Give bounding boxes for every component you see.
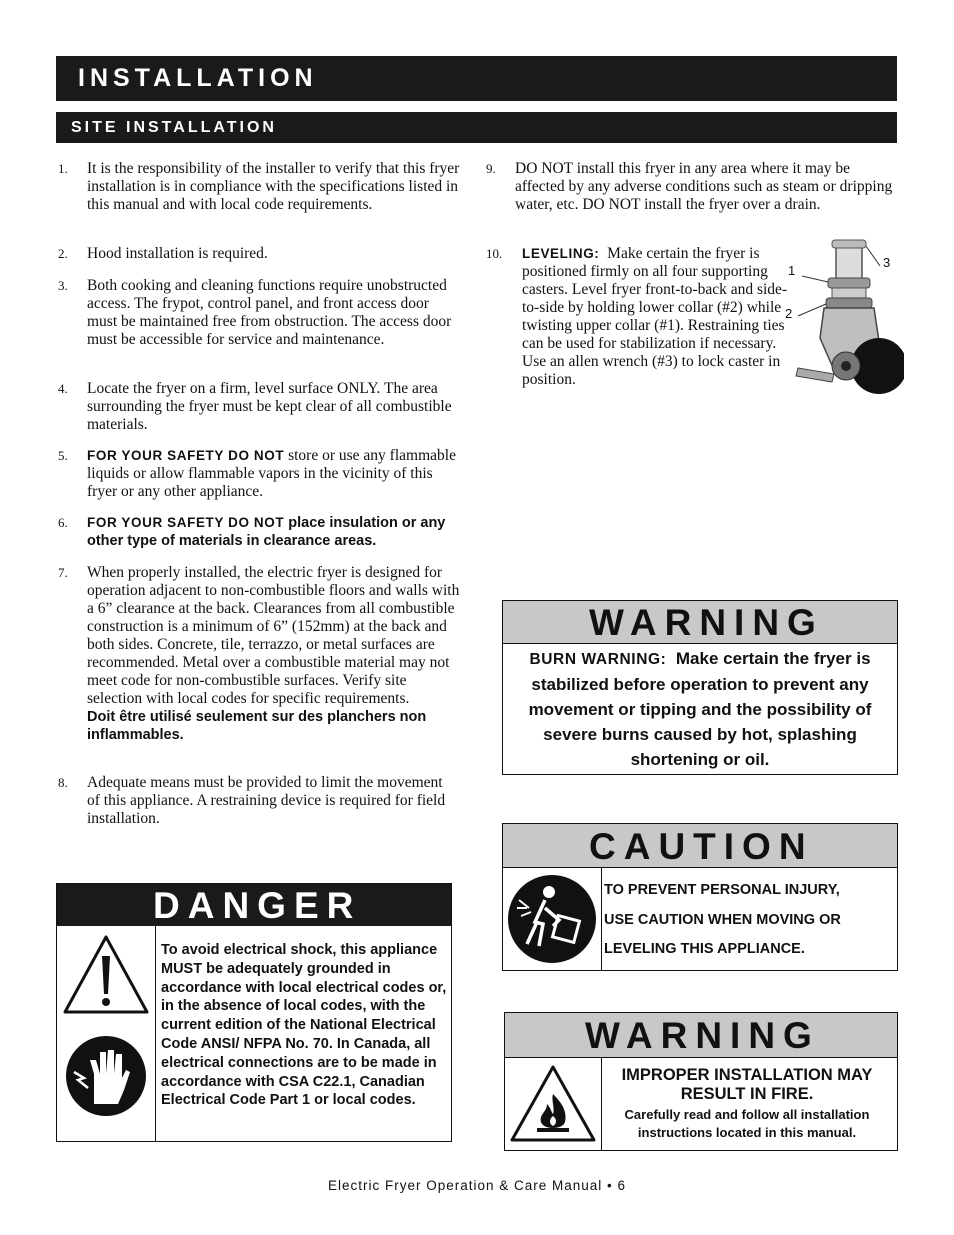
list-item-text: store or use any flammable liquids or allow flammable vapors in the vicinity of this fryer or any other appliance. — [87, 447, 456, 500]
list-item-text: place insulation or any other type of materials in clearance areas. — [87, 515, 446, 549]
caster-label-1: 1 — [788, 263, 796, 278]
fire-warning-box — [504, 1012, 898, 1151]
caution-line: LEVELING THIS APPLIANCE. — [604, 941, 805, 957]
list-item-text: DO NOT install this fryer in any area where it may be affected by any adverse conditions such as steam or dripping water, etc. DO NOT install the fryer over a drain. — [515, 160, 893, 213]
subsection-title: SITE INSTALLATION — [71, 119, 277, 136]
burn-warning-text: Make certain the fryer is stabilized before operation to prevent any movement or tipping and the possibility of severe burns caused by hot, splashing shortening or oil. — [528, 649, 872, 769]
warning-title: WARNING — [589, 602, 824, 643]
caster-label-2: 2 — [785, 306, 793, 321]
safety-lead: FOR YOUR SAFETY DO NOT — [87, 448, 285, 463]
exclamation-triangle-icon — [62, 934, 150, 1016]
fire-warning-text: Carefully read and follow all installation instructions located in this manual. — [624, 1107, 870, 1140]
list-item-text: Adequate means must be provided to limit the movement of this appliance. A restraining device is required for field installation. — [87, 774, 446, 827]
list-item-text: Hood installation is required. — [87, 245, 268, 262]
caution-line: USE CAUTION WHEN MOVING OR — [604, 911, 841, 928]
danger-text: To avoid electrical shock, this appliance MUST be adequately grounded in accordance with local electrical codes or, in the absence of local codes, with the current edition of the National Electrical Code ANSI/ NFPA No. 70. In Canada, all electrical connections are to be made in accordance with CSA C22.1, Canadian Electrical Code Part 1 or local codes. — [161, 942, 447, 1109]
electric-shock-hand-icon — [64, 1034, 148, 1118]
caution-title: CAUTION — [589, 826, 814, 867]
leveling-lead: LEVELING: — [522, 246, 600, 261]
lifting-injury-icon — [503, 868, 601, 970]
warning-title: WARNING — [585, 1015, 820, 1056]
french-notice: Doit être utilisé seulement sur des planchers non inflammables. — [87, 709, 427, 743]
danger-title: DANGER — [153, 885, 362, 926]
burn-warning-box — [502, 600, 898, 775]
danger-box — [56, 883, 452, 1142]
burn-warning-lead: BURN WARNING: — [529, 651, 667, 668]
list-item-text: When properly installed, the electric fryer is designed for operation adjacent to non-combustible floors and walls with a 6” clearance at the back. Clearances from all combustible construction is a minimum of 6” (152mm) at the back and both sides. Concrete, tile, terrazzo, or metal surfaces are recommended. Metal over a combustible material may not meet code for non-combustible surfaces. Verify site selection with local codes for specific requirements. — [87, 564, 460, 707]
list-item-text: Locate the fryer on a firm, level surface ONLY. The area surrounding the fryer must be kept clear of all combustible materials. — [87, 380, 452, 433]
caster-label-3: 3 — [883, 255, 891, 270]
safety-lead: FOR YOUR SAFETY DO NOT — [87, 515, 285, 530]
list-item-text: Both cooking and cleaning functions require unobstructed access. The frypot, control panel, and front access door must be maintained free from obstruction. The access door must be accessible for service and maintenance. — [87, 277, 452, 348]
subsection-title-bar — [56, 112, 897, 143]
page-footer: Electric Fryer Operation & Care Manual • 6 — [327, 1178, 627, 1193]
fire-warning-heading: IMPROPER INSTALLATION MAY RESULT IN FIRE. — [621, 1066, 873, 1103]
section-title-bar — [56, 56, 897, 101]
list-item-text: Make certain the fryer is positioned firmly on all four supporting casters. Level fryer front-to-back and side-to-side by holding lower collar (#2) while twisting upper collar (#1). Restraining ties can be used for stabilization if necessary. Use an allen wrench (#3) to lock caster in position. — [522, 245, 788, 388]
list-item-text: It is the responsibility of the installer to verify that this fryer installation is in compliance with the specifications listed in this manual and with local code requirements. — [87, 160, 460, 213]
fire-hazard-icon — [509, 1064, 597, 1144]
section-title: INSTALLATION — [78, 64, 318, 92]
caution-box — [502, 823, 898, 971]
caution-line: TO PREVENT PERSONAL INJURY, — [604, 882, 840, 898]
